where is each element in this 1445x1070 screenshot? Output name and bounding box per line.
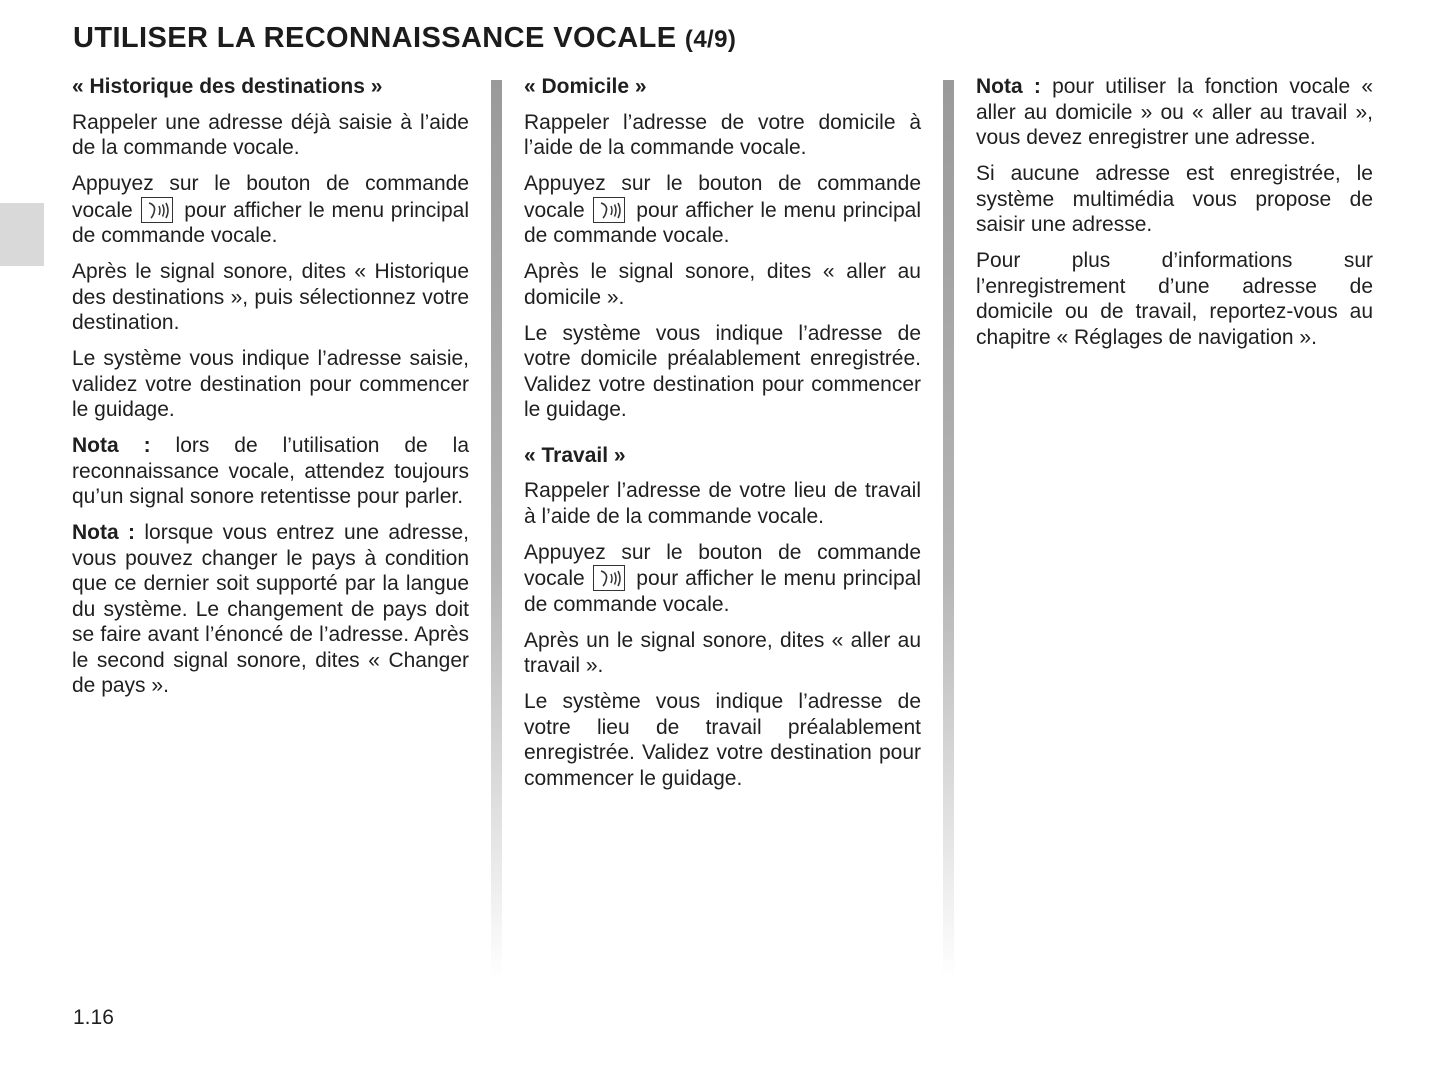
paragraph: Rappeler l’adresse de votre domicile à l’aide de la commande vocale. <box>524 110 921 159</box>
section-heading-historique: « Historique des destinations » <box>72 75 383 98</box>
column-divider <box>943 80 954 980</box>
page-number: 1.16 <box>73 1006 114 1029</box>
voice-command-icon <box>593 565 625 591</box>
column-notes <box>976 74 1373 361</box>
section-heading-travail: « Travail » <box>524 443 626 467</box>
nota-paragraph: Nota : pour utiliser la fonction vocale « aller au domicile » ou « aller au travail », vous devez enregistrer une adresse. <box>976 75 1374 149</box>
paragraph-voice-button: Appuyez sur le bouton de commande vocale pour afficher le menu principal de commande vocale. <box>524 172 921 247</box>
page-title-text: UTILISER LA RECONNAISSANCE VOCALE <box>73 22 677 54</box>
paragraph: Après un le signal sonore, dites « aller au travail ». <box>524 628 921 677</box>
voice-command-icon <box>593 197 625 223</box>
column-divider <box>491 80 502 980</box>
nota-label: Nota : <box>72 521 136 544</box>
column-domicile-travail <box>524 74 921 802</box>
paragraph-voice-button: Appuyez sur le bouton de commande vocale pour afficher le menu principal de commande vocale. <box>524 540 921 616</box>
paragraph: Pour plus d’informations sur l’enregistrement d’une adresse de domicile ou de travail, reportez-vous au chapitre « Réglages de navigation ». <box>976 249 1373 349</box>
nota-label: Nota : <box>976 75 1041 98</box>
paragraph: Rappeler une adresse déjà saisie à l’aide de la commande vocale. <box>72 110 469 159</box>
paragraph: Le système vous indique l’adresse de votre domicile préalablement enregistrée. Validez votre destination pour commencer le guidage. <box>524 321 921 421</box>
nota-label: Nota : <box>72 434 151 457</box>
paragraph: Après le signal sonore, dites « aller au domicile ». <box>524 260 921 309</box>
paragraph: Le système vous indique l’adresse saisie, validez votre destination pour commencer le guidage. <box>72 347 469 421</box>
paragraph: Après le signal sonore, dites « Historique des destinations », puis sélectionnez votre destination. <box>72 260 469 334</box>
chapter-side-tab <box>0 203 44 266</box>
section-heading-domicile: « Domicile » <box>524 75 647 98</box>
paragraph: Si aucune adresse est enregistrée, le système multimédia vous propose de saisir une adresse. <box>976 162 1373 236</box>
paragraph: Rappeler l’adresse de votre lieu de travail à l’aide de la commande vocale. <box>524 479 921 528</box>
column-historique <box>72 74 469 709</box>
page-title <box>73 22 736 55</box>
nota-paragraph: Nota : lors de l’utilisation de la reconnaissance vocale, attendez toujours qu’un signal sonore retentisse pour parler. <box>72 434 470 508</box>
paragraph-voice-button: Appuyez sur le bouton de commande vocale pour afficher le menu principal de commande vocale. <box>72 172 469 247</box>
voice-command-icon <box>141 197 173 223</box>
nota-paragraph: Nota : lorsque vous entrez une adresse, vous pouvez changer le pays à condition que ce dernier soit supporté par la langue du système. Le changement de pays doit se faire avant l’énoncé de l’adresse. Après le second signal sonore, dites « Changer de pays ». <box>72 521 469 697</box>
page-title-part: (4/9) <box>684 26 737 53</box>
paragraph: Le système vous indique l’adresse de votre lieu de travail préalablement enregistrée. Validez votre destination pour commencer le guidage. <box>524 690 921 790</box>
